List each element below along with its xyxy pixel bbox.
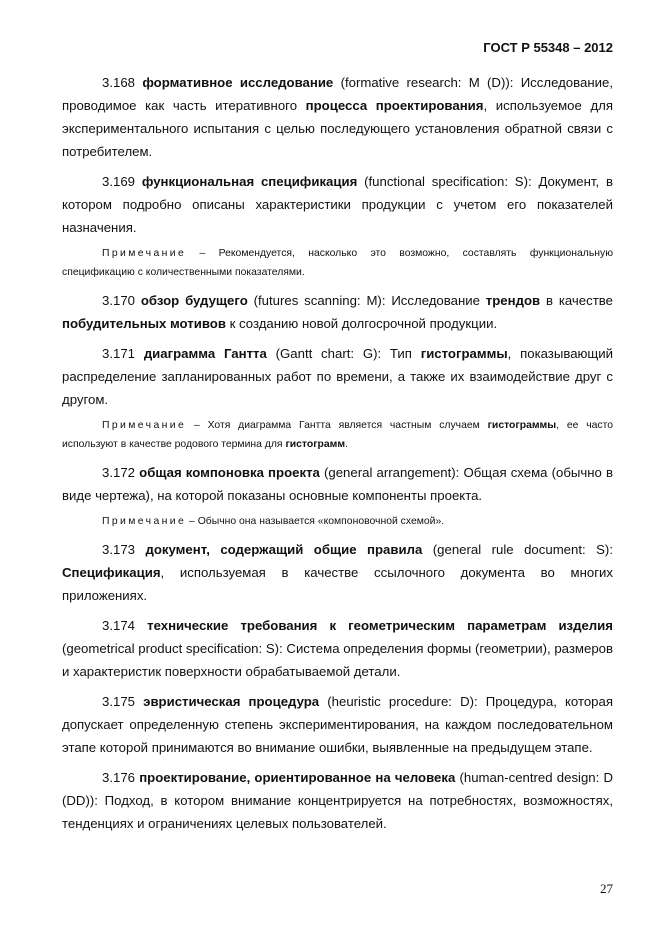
entry-english: (general arrangement): — [323, 465, 464, 480]
entry-3-176 — [62, 766, 613, 835]
entry-number: 3.169 — [102, 174, 136, 189]
entry-3-172 — [62, 461, 613, 507]
definition-cross-reference: гистограммы — [420, 346, 508, 361]
entry-english: (Gantt chart: G): — [275, 346, 390, 361]
entry-english: (human-centred design: D (DD)): — [62, 770, 613, 808]
entry-3-171 — [62, 342, 613, 411]
entry-english: (general rule document: S): — [432, 542, 613, 557]
note-3-171 — [62, 416, 613, 454]
entry-term: проектирование, ориентированное на человека — [139, 770, 456, 785]
entry-3-170 — [62, 289, 613, 335]
entry-number: 3.168 — [102, 75, 136, 90]
entry-term: диаграмма Гантта — [143, 346, 267, 361]
entry-definition-cont: , показывающий распределение запланированных работ по времени, а также их взаимодействие друг с другом. — [62, 346, 614, 407]
entry-definition: Подход, в котором внимание концентрируется на потребностях, возможностях, тенденциях и ограничениях целевых пользователей. — [62, 793, 613, 831]
page-number: 27 — [600, 881, 613, 896]
note-text-end: . — [345, 439, 348, 450]
document-id-header: ГОСТ Р 55348 – 2012 — [483, 40, 613, 55]
note-3-169 — [62, 244, 613, 282]
entry-number: 3.170 — [102, 293, 136, 308]
entry-definition: Общая схема (обычно в виде чертежа), на которой показаны основные компоненты проекта. — [62, 465, 613, 503]
entry-definition-cont: к созданию новой долгосрочной продукции. — [225, 316, 498, 331]
entry-3-168 — [62, 71, 613, 163]
entry-number: 3.174 — [102, 618, 136, 633]
entry-definition: Исследование, проводимое как часть итеративного — [62, 75, 613, 113]
note-label: Примечание — [102, 516, 187, 527]
note-cross-reference: гистограмм — [285, 439, 346, 450]
entry-term: эвристическая процедура — [143, 694, 320, 709]
entry-term: функциональная спецификация — [141, 174, 358, 189]
entry-definition: Тип — [389, 346, 421, 361]
definition-cross-reference: процесса проектирования — [305, 98, 484, 113]
note-cross-reference: гистограммы — [487, 420, 557, 431]
entry-english: (geometrical product specification: S): — [62, 641, 287, 656]
entry-term: документ, содержащий общие правила — [145, 542, 423, 557]
entry-english: (formative research: M (D)): — [340, 75, 521, 90]
note-text-cont: , ее часто используют в качестве родового термина для — [62, 420, 614, 450]
entry-3-175 — [62, 690, 613, 759]
entry-definition-cont: , используемая в качестве ссылочного документа во многих приложениях. — [62, 565, 613, 603]
entry-definition-cont: в качестве — [540, 293, 613, 308]
definition-cross-reference: трендов — [485, 293, 541, 308]
entry-term: формативное исследование — [142, 75, 334, 90]
definition-cross-reference: побудительных мотивов — [62, 316, 226, 331]
entry-definition: Процедура, которая допускает определенную степень экспериментирования, на каждом последовательном этапе которой принимаются во внимание ошибки, выявленные на предыдущем этапе. — [62, 694, 613, 755]
entry-english: (functional specification: S): — [364, 174, 539, 189]
note-3-172 — [62, 512, 613, 531]
entry-number: 3.176 — [102, 770, 136, 785]
note-text: – Обычно она называется «компоновочной схемой». — [186, 516, 445, 527]
entry-term: общая компоновка проекта — [139, 465, 320, 480]
entry-english: (heuristic procedure: D): — [327, 694, 486, 709]
entry-3-174 — [62, 614, 613, 683]
note-label: Примечание — [102, 420, 187, 431]
note-text: – Рекомендуется, насколько это возможно, составлять функциональную спецификацию с количественными показателями. — [62, 248, 613, 278]
entry-definition: Документ, в котором подробно описаны характеристики продукции с учетом его показателей назначения. — [62, 174, 613, 235]
entry-3-169 — [62, 170, 613, 239]
entry-3-173 — [62, 538, 613, 607]
document-body — [62, 71, 613, 842]
entry-definition: Исследование — [391, 293, 486, 308]
entry-number: 3.175 — [102, 694, 136, 709]
entry-term: обзор будущего — [140, 293, 248, 308]
definition-cross-reference: Спецификация — [62, 565, 161, 580]
entry-number: 3.173 — [102, 542, 136, 557]
note-text: – Хотя диаграмма Гантта является частным случаем — [186, 420, 488, 431]
entry-number: 3.172 — [102, 465, 136, 480]
note-label: Примечание — [102, 248, 187, 259]
entry-number: 3.171 — [102, 346, 136, 361]
entry-term: технические требования к геометрическим параметрам изделия — [147, 618, 613, 633]
entry-english: (futures scanning: M): — [253, 293, 392, 308]
entry-definition-cont: , используемое для экспериментального испытания с целью последующего установления обратной связи с потребителем. — [62, 98, 613, 159]
entry-definition: Система определения формы (геометрии), размеров и характеристик поверхности обрабатываемой детали. — [62, 641, 613, 679]
